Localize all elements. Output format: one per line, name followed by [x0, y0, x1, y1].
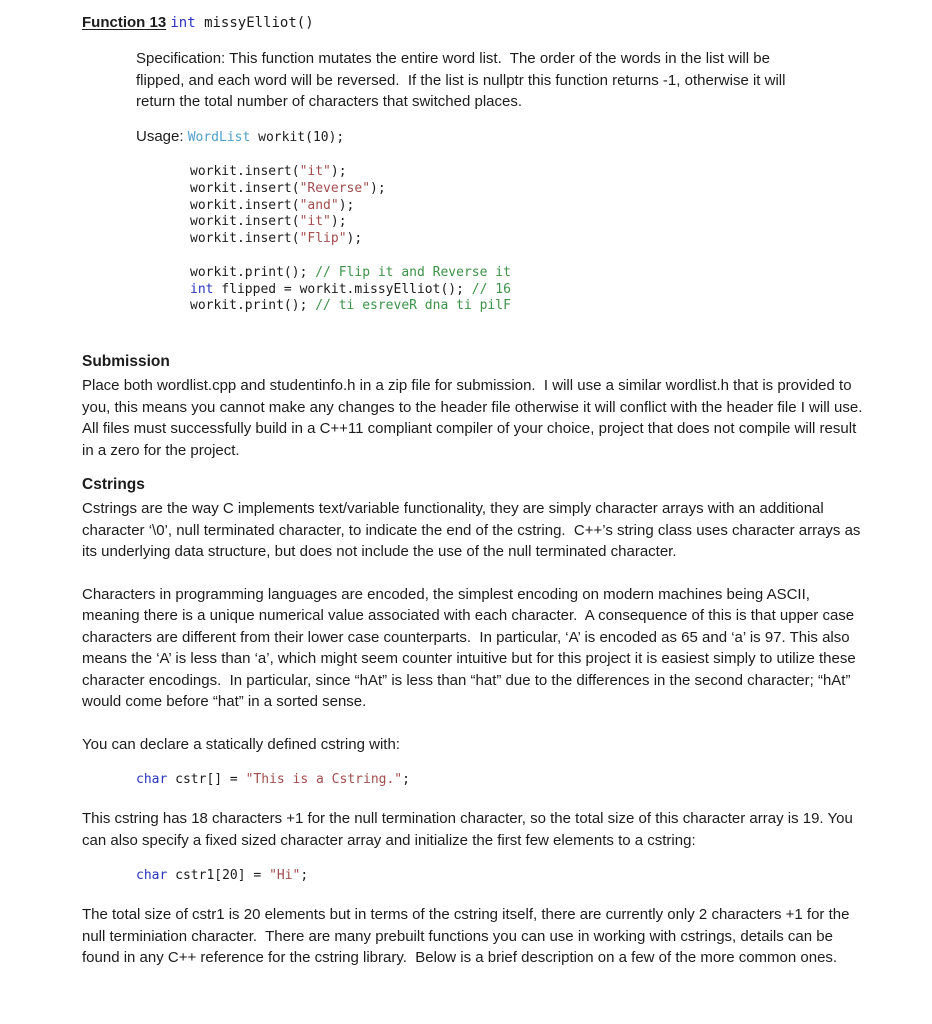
- usage-label: Usage:: [136, 127, 188, 145]
- function-heading: [82, 12, 868, 34]
- cstrings-intro-paragraph: Cstrings are the way C implements text/variable functionality, they are simply character arrays with an additional character ‘\0’, null terminated character, to indicate the end of the cstring. C++’s string class uses character arrays as its underlying data structure, but does not include the use of the null terminated character.: [82, 500, 865, 561]
- cstring-size-paragraph: This cstring has 18 characters +1 for the null termination character, so the total size of this character array is 19. You can also specify a fixed sized character array and initialize the first few elements to a cstring:: [82, 810, 857, 849]
- submission-paragraph: Place both wordlist.cpp and studentinfo.h in a zip file for submission. I will use a similar wordlist.h that is provided to you, this means you cannot make any changes to the header file otherwise it will conflict with the header file I will use. All files must successfully build in a C++11 compliant compiler of your choice, project that does not compile will result in a zero for the project.: [82, 377, 875, 459]
- function-signature-code: int missyElliot(): [170, 15, 314, 31]
- usage-code: WordList workit(10);: [187, 129, 345, 145]
- example-code-block: workit.insert("it"); workit.insert("Reverse"); workit.insert("and"); workit.insert("it"); workit.insert("Flip"); workit.print(); // Flip it and Reverse it int flipped = workit.missyElliot(); // 16 workit.print(); // ti esreveR dna ti pilF: [190, 164, 511, 314]
- submission-heading: Submission: [82, 353, 170, 371]
- specification-paragraph: Specification: This function mutates the entire word list. The order of the words in the list will be flipped, and each word will be reversed. If the list is nullptr this function returns -1, otherwise it will return the total number of characters that switched places.: [136, 50, 790, 110]
- encoding-paragraph: Characters in programming languages are encoded, the simplest encoding on modern machines being ASCII, meaning there is a unique numerical value associated with each character. A consequence of this is that upper case characters are different from their lower case counterparts. In particular, ‘A’ is encoded as 65 and ‘a’ is 97. This also means the ‘A’ is less than ‘a’, which might seem counter intuitive but for this project it is easiest simply to utilize these character encodings. In particular, since “hAt” is less than “hat” due to the differences in the second character; “hAt” would come before “hat” in a sorted sense.: [82, 585, 860, 711]
- declare-cstring-code: char cstr[] = "This is a Cstring.";: [136, 772, 410, 788]
- cstrings-heading: Cstrings: [82, 476, 145, 494]
- declare-cstring-line: You can declare a statically defined cstring with:: [82, 735, 400, 753]
- function-heading-label: Function 13: [82, 14, 167, 31]
- usage-line: [136, 126, 868, 149]
- fixed-cstring-code: char cstr1[20] = "Hi";: [136, 868, 309, 884]
- cstring-total-paragraph: The total size of cstr1 is 20 elements but in terms of the cstring itself, there are currently only 2 characters +1 for the null terminiation character. There are many prebuilt functions you can use in working with cstrings, details can be found in any C++ reference for the cstring library. Below is a brief description on a few of the more common ones.: [82, 906, 854, 967]
